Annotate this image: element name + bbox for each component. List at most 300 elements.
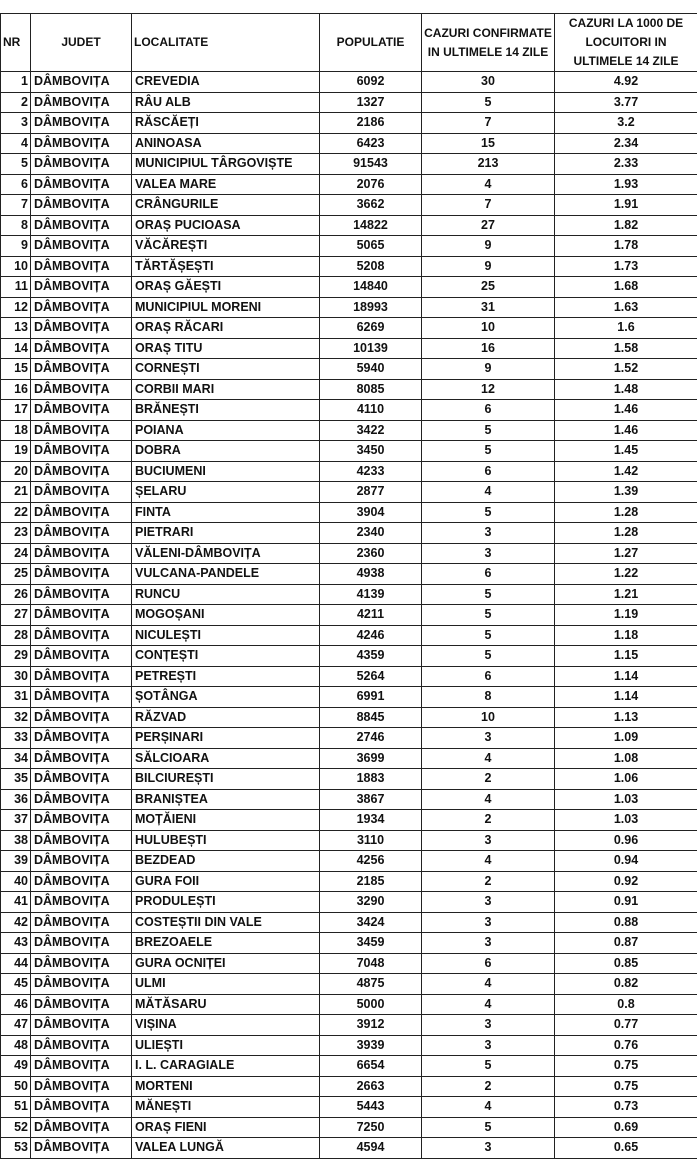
cell-judet: DÂMBOVIȚA <box>31 625 132 646</box>
cell-populatie: 3867 <box>320 789 422 810</box>
cell-nr: 43 <box>1 933 31 954</box>
cell-cazuri: 5 <box>422 584 555 605</box>
cell-localitate: PRODULEȘTI <box>132 892 320 913</box>
cell-populatie: 3904 <box>320 502 422 523</box>
cell-localitate: ȘELARU <box>132 482 320 503</box>
table-row <box>1 400 697 421</box>
cell-nr: 38 <box>1 830 31 851</box>
table-row <box>1 256 697 277</box>
cell-localitate: BILCIUREȘTI <box>132 769 320 790</box>
header-populatie: POPULATIE <box>320 14 422 72</box>
cell-cazuri: 2 <box>422 810 555 831</box>
cell-rata: 1.27 <box>555 543 697 564</box>
table-row <box>1 748 697 769</box>
cell-judet: DÂMBOVIȚA <box>31 666 132 687</box>
cell-cazuri: 8 <box>422 687 555 708</box>
cell-localitate: ORAȘ FIENI <box>132 1117 320 1138</box>
cell-judet: DÂMBOVIȚA <box>31 933 132 954</box>
header-localitate: LOCALITATE <box>132 14 320 72</box>
cell-rata: 1.48 <box>555 379 697 400</box>
table-row <box>1 482 697 503</box>
cell-cazuri: 10 <box>422 318 555 339</box>
cell-nr: 29 <box>1 646 31 667</box>
cell-localitate: ULIEȘTI <box>132 1035 320 1056</box>
cell-localitate: MUNICIPIUL TÂRGOVIȘTE <box>132 154 320 175</box>
cell-rata: 0.92 <box>555 871 697 892</box>
cell-nr: 40 <box>1 871 31 892</box>
table-row <box>1 810 697 831</box>
cell-rata: 2.34 <box>555 133 697 154</box>
cell-cazuri: 3 <box>422 1138 555 1159</box>
cell-cazuri: 3 <box>422 543 555 564</box>
cell-localitate: RÂU ALB <box>132 92 320 113</box>
cell-judet: DÂMBOVIȚA <box>31 318 132 339</box>
cell-populatie: 5443 <box>320 1097 422 1118</box>
cell-populatie: 14840 <box>320 277 422 298</box>
cell-localitate: POIANA <box>132 420 320 441</box>
cell-populatie: 4139 <box>320 584 422 605</box>
cell-nr: 44 <box>1 953 31 974</box>
cell-populatie: 4594 <box>320 1138 422 1159</box>
table-row <box>1 92 697 113</box>
cell-judet: DÂMBOVIȚA <box>31 810 132 831</box>
cell-nr: 37 <box>1 810 31 831</box>
cell-localitate: PIETRARI <box>132 523 320 544</box>
cell-judet: DÂMBOVIȚA <box>31 441 132 462</box>
cell-cazuri: 25 <box>422 277 555 298</box>
cell-rata: 1.52 <box>555 359 697 380</box>
cell-nr: 12 <box>1 297 31 318</box>
cell-rata: 1.14 <box>555 687 697 708</box>
cell-rata: 1.45 <box>555 441 697 462</box>
cell-localitate: ULMI <box>132 974 320 995</box>
cell-nr: 33 <box>1 728 31 749</box>
cell-nr: 18 <box>1 420 31 441</box>
table-row <box>1 1138 697 1159</box>
cell-populatie: 1883 <box>320 769 422 790</box>
cell-judet: DÂMBOVIȚA <box>31 420 132 441</box>
table-row <box>1 789 697 810</box>
table-row <box>1 851 697 872</box>
cell-nr: 1 <box>1 72 31 93</box>
cell-rata: 1.46 <box>555 400 697 421</box>
cell-cazuri: 5 <box>422 502 555 523</box>
cell-nr: 24 <box>1 543 31 564</box>
cell-judet: DÂMBOVIȚA <box>31 892 132 913</box>
cell-cazuri: 213 <box>422 154 555 175</box>
table-row <box>1 72 697 93</box>
table-row <box>1 564 697 585</box>
cell-judet: DÂMBOVIȚA <box>31 1117 132 1138</box>
table-row <box>1 1076 697 1097</box>
cell-nr: 25 <box>1 564 31 585</box>
cell-judet: DÂMBOVIȚA <box>31 113 132 134</box>
cell-cazuri: 3 <box>422 830 555 851</box>
cell-localitate: VĂLENI-DÂMBOVIȚA <box>132 543 320 564</box>
cell-judet: DÂMBOVIȚA <box>31 707 132 728</box>
table-row <box>1 974 697 995</box>
cell-rata: 3.2 <box>555 113 697 134</box>
cell-localitate: BREZOAELE <box>132 933 320 954</box>
cell-rata: 1.28 <box>555 502 697 523</box>
table-row <box>1 994 697 1015</box>
cell-cazuri: 5 <box>422 1117 555 1138</box>
cell-localitate: VIȘINA <box>132 1015 320 1036</box>
cell-populatie: 2746 <box>320 728 422 749</box>
cell-judet: DÂMBOVIȚA <box>31 748 132 769</box>
cell-judet: DÂMBOVIȚA <box>31 687 132 708</box>
cell-judet: DÂMBOVIȚA <box>31 297 132 318</box>
table-row <box>1 933 697 954</box>
cell-judet: DÂMBOVIȚA <box>31 789 132 810</box>
table-row <box>1 769 697 790</box>
table-body <box>1 72 697 1159</box>
header-nr: NR <box>1 14 31 72</box>
cell-populatie: 10139 <box>320 338 422 359</box>
cell-localitate: DOBRA <box>132 441 320 462</box>
cell-nr: 53 <box>1 1138 31 1159</box>
cell-rata: 0.94 <box>555 851 697 872</box>
cell-localitate: CORNEȘTI <box>132 359 320 380</box>
cell-localitate: PETREȘTI <box>132 666 320 687</box>
table-row <box>1 1056 697 1077</box>
cell-judet: DÂMBOVIȚA <box>31 359 132 380</box>
cell-nr: 5 <box>1 154 31 175</box>
cell-populatie: 4211 <box>320 605 422 626</box>
cell-populatie: 4875 <box>320 974 422 995</box>
cell-judet: DÂMBOVIȚA <box>31 1035 132 1056</box>
table-row <box>1 441 697 462</box>
cell-localitate: MĂNEȘTI <box>132 1097 320 1118</box>
cell-rata: 1.13 <box>555 707 697 728</box>
table-row <box>1 912 697 933</box>
cell-judet: DÂMBOVIȚA <box>31 461 132 482</box>
table-row <box>1 113 697 134</box>
cell-rata: 0.77 <box>555 1015 697 1036</box>
cell-cazuri: 6 <box>422 666 555 687</box>
cell-localitate: ORAȘ RĂCARI <box>132 318 320 339</box>
cell-judet: DÂMBOVIȚA <box>31 564 132 585</box>
cell-populatie: 8845 <box>320 707 422 728</box>
cell-rata: 1.08 <box>555 748 697 769</box>
cell-populatie: 2663 <box>320 1076 422 1097</box>
header-cazuri: CAZURI CONFIRMATE IN ULTIMELE 14 ZILE <box>422 14 555 72</box>
cell-nr: 11 <box>1 277 31 298</box>
cell-nr: 32 <box>1 707 31 728</box>
cell-nr: 4 <box>1 133 31 154</box>
cell-nr: 20 <box>1 461 31 482</box>
cell-nr: 3 <box>1 113 31 134</box>
header-row <box>1 14 697 72</box>
cell-populatie: 8085 <box>320 379 422 400</box>
cell-nr: 51 <box>1 1097 31 1118</box>
table-row <box>1 420 697 441</box>
cell-judet: DÂMBOVIȚA <box>31 379 132 400</box>
cell-populatie: 4256 <box>320 851 422 872</box>
cell-nr: 17 <box>1 400 31 421</box>
cell-populatie: 6991 <box>320 687 422 708</box>
cell-rata: 1.09 <box>555 728 697 749</box>
cell-populatie: 18993 <box>320 297 422 318</box>
table-row <box>1 646 697 667</box>
cell-populatie: 5940 <box>320 359 422 380</box>
cell-nr: 49 <box>1 1056 31 1077</box>
cell-localitate: BRANIȘTEA <box>132 789 320 810</box>
cell-rata: 1.58 <box>555 338 697 359</box>
cell-judet: DÂMBOVIȚA <box>31 92 132 113</box>
cell-rata: 1.93 <box>555 174 697 195</box>
cell-localitate: TĂRTĂȘEȘTI <box>132 256 320 277</box>
table-row <box>1 236 697 257</box>
cell-localitate: I. L. CARAGIALE <box>132 1056 320 1077</box>
cell-cazuri: 4 <box>422 789 555 810</box>
cell-judet: DÂMBOVIȚA <box>31 523 132 544</box>
cell-localitate: VALEA MARE <box>132 174 320 195</box>
table-row <box>1 892 697 913</box>
cell-cazuri: 3 <box>422 933 555 954</box>
cell-populatie: 7250 <box>320 1117 422 1138</box>
cell-nr: 6 <box>1 174 31 195</box>
cell-rata: 2.33 <box>555 154 697 175</box>
cell-localitate: CORBII MARI <box>132 379 320 400</box>
table-row <box>1 707 697 728</box>
table-row <box>1 830 697 851</box>
cases-table <box>0 13 697 1159</box>
cell-judet: DÂMBOVIȚA <box>31 1015 132 1036</box>
cell-populatie: 5065 <box>320 236 422 257</box>
cell-rata: 0.87 <box>555 933 697 954</box>
cell-cazuri: 3 <box>422 1015 555 1036</box>
cell-populatie: 6092 <box>320 72 422 93</box>
cell-populatie: 4110 <box>320 400 422 421</box>
cell-cazuri: 3 <box>422 728 555 749</box>
cell-populatie: 2360 <box>320 543 422 564</box>
cell-rata: 0.76 <box>555 1035 697 1056</box>
cell-rata: 0.96 <box>555 830 697 851</box>
cell-rata: 1.91 <box>555 195 697 216</box>
cell-rata: 0.8 <box>555 994 697 1015</box>
cell-nr: 47 <box>1 1015 31 1036</box>
cell-nr: 48 <box>1 1035 31 1056</box>
cell-cazuri: 5 <box>422 646 555 667</box>
cell-localitate: GURA FOII <box>132 871 320 892</box>
table-row <box>1 297 697 318</box>
table-row <box>1 1097 697 1118</box>
cell-localitate: VALEA LUNGĂ <box>132 1138 320 1159</box>
table-row <box>1 584 697 605</box>
cell-cazuri: 4 <box>422 994 555 1015</box>
cell-populatie: 4246 <box>320 625 422 646</box>
cell-localitate: CREVEDIA <box>132 72 320 93</box>
cell-rata: 1.14 <box>555 666 697 687</box>
cell-localitate: MOGOȘANI <box>132 605 320 626</box>
cell-cazuri: 31 <box>422 297 555 318</box>
cell-localitate: NICULEȘTI <box>132 625 320 646</box>
cell-populatie: 6269 <box>320 318 422 339</box>
cell-judet: DÂMBOVIȚA <box>31 338 132 359</box>
cell-rata: 1.42 <box>555 461 697 482</box>
table-row <box>1 461 697 482</box>
cell-cazuri: 9 <box>422 236 555 257</box>
cell-judet: DÂMBOVIȚA <box>31 400 132 421</box>
cell-rata: 1.46 <box>555 420 697 441</box>
cell-populatie: 2186 <box>320 113 422 134</box>
cell-rata: 1.39 <box>555 482 697 503</box>
cell-populatie: 3662 <box>320 195 422 216</box>
cell-judet: DÂMBOVIȚA <box>31 502 132 523</box>
cell-localitate: BRĂNEȘTI <box>132 400 320 421</box>
cell-populatie: 2877 <box>320 482 422 503</box>
cell-cazuri: 15 <box>422 133 555 154</box>
cell-judet: DÂMBOVIȚA <box>31 584 132 605</box>
cell-cazuri: 6 <box>422 564 555 585</box>
cell-populatie: 6423 <box>320 133 422 154</box>
cell-cazuri: 10 <box>422 707 555 728</box>
cell-populatie: 4938 <box>320 564 422 585</box>
cell-nr: 19 <box>1 441 31 462</box>
cell-nr: 21 <box>1 482 31 503</box>
cell-populatie: 3450 <box>320 441 422 462</box>
cell-judet: DÂMBOVIȚA <box>31 1097 132 1118</box>
cell-localitate: CONȚEȘTI <box>132 646 320 667</box>
table-row <box>1 666 697 687</box>
cell-cazuri: 16 <box>422 338 555 359</box>
table-row <box>1 215 697 236</box>
cell-localitate: ORAȘ TITU <box>132 338 320 359</box>
cell-localitate: ANINOASA <box>132 133 320 154</box>
cell-nr: 13 <box>1 318 31 339</box>
cell-rata: 0.75 <box>555 1056 697 1077</box>
table-row <box>1 1015 697 1036</box>
cell-localitate: CRÂNGURILE <box>132 195 320 216</box>
cell-rata: 1.73 <box>555 256 697 277</box>
cell-localitate: VULCANA-PANDELE <box>132 564 320 585</box>
table-row <box>1 318 697 339</box>
cell-judet: DÂMBOVIȚA <box>31 543 132 564</box>
cell-populatie: 3290 <box>320 892 422 913</box>
cell-nr: 35 <box>1 769 31 790</box>
spreadsheet <box>0 13 697 1159</box>
cell-populatie: 1934 <box>320 810 422 831</box>
cell-judet: DÂMBOVIȚA <box>31 994 132 1015</box>
cell-nr: 23 <box>1 523 31 544</box>
cell-cazuri: 4 <box>422 851 555 872</box>
cell-populatie: 5208 <box>320 256 422 277</box>
cell-nr: 41 <box>1 892 31 913</box>
cell-populatie: 3699 <box>320 748 422 769</box>
cell-nr: 28 <box>1 625 31 646</box>
cell-populatie: 3912 <box>320 1015 422 1036</box>
cell-rata: 3.77 <box>555 92 697 113</box>
cell-cazuri: 6 <box>422 953 555 974</box>
cell-populatie: 4359 <box>320 646 422 667</box>
table-row <box>1 1035 697 1056</box>
table-row <box>1 195 697 216</box>
cell-nr: 9 <box>1 236 31 257</box>
cell-nr: 27 <box>1 605 31 626</box>
header-judet: JUDET <box>31 14 132 72</box>
table-row <box>1 953 697 974</box>
table-row <box>1 133 697 154</box>
cell-localitate: MORTENI <box>132 1076 320 1097</box>
cell-rata: 1.6 <box>555 318 697 339</box>
table-row <box>1 543 697 564</box>
cell-cazuri: 27 <box>422 215 555 236</box>
cell-rata: 0.88 <box>555 912 697 933</box>
cell-populatie: 3459 <box>320 933 422 954</box>
cell-populatie: 4233 <box>320 461 422 482</box>
cell-rata: 0.65 <box>555 1138 697 1159</box>
cell-cazuri: 12 <box>422 379 555 400</box>
cell-rata: 0.82 <box>555 974 697 995</box>
cell-rata: 0.75 <box>555 1076 697 1097</box>
table-row <box>1 359 697 380</box>
cell-populatie: 5264 <box>320 666 422 687</box>
cell-rata: 1.63 <box>555 297 697 318</box>
cell-judet: DÂMBOVIȚA <box>31 1138 132 1159</box>
cell-nr: 7 <box>1 195 31 216</box>
cell-cazuri: 5 <box>422 1056 555 1077</box>
cell-rata: 1.82 <box>555 215 697 236</box>
cell-rata: 1.21 <box>555 584 697 605</box>
cell-rata: 1.06 <box>555 769 697 790</box>
cell-judet: DÂMBOVIȚA <box>31 236 132 257</box>
cell-cazuri: 3 <box>422 892 555 913</box>
cell-cazuri: 6 <box>422 400 555 421</box>
cell-localitate: ȘOTÂNGA <box>132 687 320 708</box>
cell-cazuri: 4 <box>422 1097 555 1118</box>
table-row <box>1 154 697 175</box>
cell-populatie: 3422 <box>320 420 422 441</box>
cell-nr: 45 <box>1 974 31 995</box>
cell-rata: 4.92 <box>555 72 697 93</box>
cell-rata: 1.18 <box>555 625 697 646</box>
cell-localitate: RĂZVAD <box>132 707 320 728</box>
cell-nr: 50 <box>1 1076 31 1097</box>
cell-cazuri: 5 <box>422 441 555 462</box>
cell-cazuri: 3 <box>422 1035 555 1056</box>
cell-localitate: BEZDEAD <box>132 851 320 872</box>
cell-populatie: 2185 <box>320 871 422 892</box>
cell-cazuri: 2 <box>422 769 555 790</box>
cell-nr: 46 <box>1 994 31 1015</box>
cell-cazuri: 7 <box>422 113 555 134</box>
table-row <box>1 605 697 626</box>
cell-judet: DÂMBOVIȚA <box>31 174 132 195</box>
cell-cazuri: 7 <box>422 195 555 216</box>
table-row <box>1 1117 697 1138</box>
cell-judet: DÂMBOVIȚA <box>31 215 132 236</box>
cell-judet: DÂMBOVIȚA <box>31 195 132 216</box>
cell-judet: DÂMBOVIȚA <box>31 974 132 995</box>
cell-cazuri: 6 <box>422 461 555 482</box>
table-row <box>1 502 697 523</box>
cell-nr: 26 <box>1 584 31 605</box>
table-row <box>1 728 697 749</box>
cell-judet: DÂMBOVIȚA <box>31 646 132 667</box>
cell-populatie: 2076 <box>320 174 422 195</box>
cell-cazuri: 2 <box>422 871 555 892</box>
cell-rata: 0.85 <box>555 953 697 974</box>
cell-rata: 0.69 <box>555 1117 697 1138</box>
cell-localitate: RUNCU <box>132 584 320 605</box>
cell-cazuri: 9 <box>422 256 555 277</box>
cell-nr: 36 <box>1 789 31 810</box>
cell-localitate: ORAȘ PUCIOASA <box>132 215 320 236</box>
table-row <box>1 174 697 195</box>
cell-judet: DÂMBOVIȚA <box>31 72 132 93</box>
cell-cazuri: 2 <box>422 1076 555 1097</box>
